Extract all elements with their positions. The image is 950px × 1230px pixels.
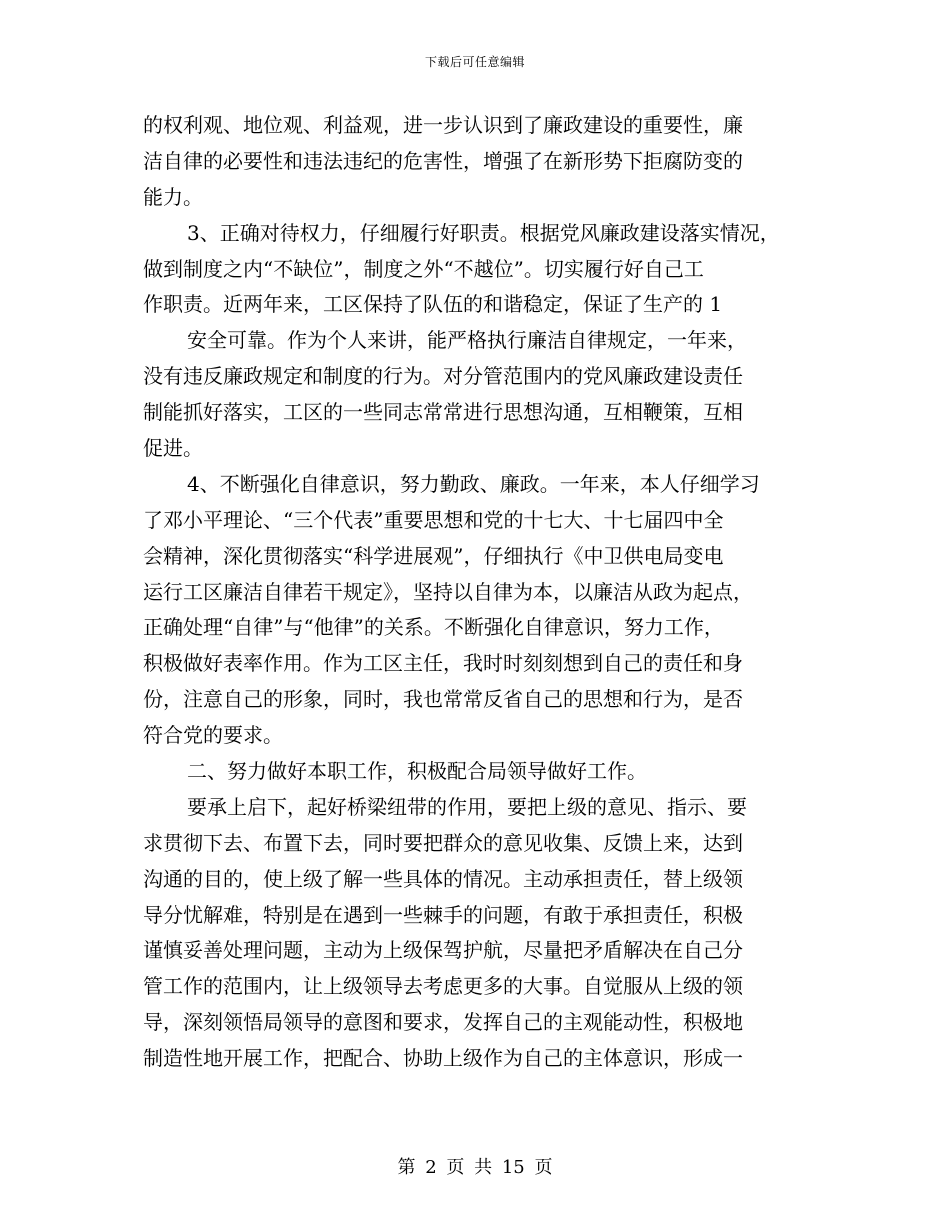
text-line: 沟通的目的，使上级了解一些具体的情况。主动承担责任，替上级领: [143, 866, 743, 891]
body-text: [143, 108, 798, 1077]
text-line: 运行工区廉洁自律若干规定》，坚持以自律为本，以廉洁从政为起点，: [143, 579, 753, 604]
text-line: 做到制度之内“不缺位”，制度之外“不越位”。切实履行好自己工: [143, 256, 704, 281]
text-line: 安全可靠。作为个人来讲，能严格执行廉洁自律规定，一年来，: [187, 328, 747, 353]
text-line: 求贯彻下去、布置下去，同时要把群众的意见收集、反馈上来，达到: [143, 830, 743, 855]
text-line: 没有违反廉政规定和制度的行为。对分管范围内的党风廉政建设责任: [143, 364, 743, 389]
text-line: 的权利观、地位观、利益观，进一步认识到了廉政建设的重要性，廉: [143, 113, 743, 137]
text-line: 作职责。近两年来，工区保持了队伍的和谐稳定，保证了生产的 1: [143, 292, 723, 317]
text-line: 积极做好表率作用。作为工区主任，我时时刻刻想到自己的责任和身: [143, 651, 743, 676]
text-line: 管工作的范围内，让上级领导去考虑更多的大事。自觉服从上级的领: [143, 974, 743, 999]
text-line: 符合党的要求。: [143, 723, 283, 748]
text-line: 会精神，深化贯彻落实“科学进展观”，仔细执行《中卫供电局变电: [143, 543, 724, 568]
text-line: 要承上启下，起好桥梁纽带的作用，要把上级的意见、指示、要: [187, 794, 747, 819]
text-line: 正确处理“自律”与“他律”的关系。不断强化自律意识，努力工作，: [143, 615, 724, 640]
text-line: 导，深刻领悟局领导的意图和要求，发挥自己的主观能动性，积极地: [143, 1010, 743, 1035]
text-line: 制能抓好落实，工区的一些同志常常进行思想沟通，互相鞭策，互相: [143, 400, 743, 425]
text-line: 促进。: [143, 436, 203, 461]
text-line: 制造性地开展工作，把配合、协助上级作为自己的主体意识，形成一: [143, 1046, 743, 1071]
text-line: 3、正确对待权力，仔细履行好职责。根据党风廉政建设落实情况，: [187, 220, 780, 245]
text-line: 份，注意自己的形象，同时，我也常常反省自己的思想和行为，是否: [143, 687, 743, 712]
text-line: 能力。: [143, 184, 203, 209]
text-line: 了邓小平理论、“三个代表”重要思想和党的十七大、十七届四中全: [143, 507, 724, 532]
text-line: 二、努力做好本职工作，积极配合局领导做好工作。: [187, 759, 647, 784]
text-line: 谨慎妥善处理问题，主动为上级保驾护航，尽量把矛盾解决在自己分: [143, 938, 743, 963]
text-line: 4、不断强化自律意识，努力勤政、廉政。一年来，本人仔细学习: [187, 471, 760, 496]
text-line: 洁自律的必要性和违法违纪的危害性，增强了在新形势下拒腐防变的: [143, 148, 743, 173]
page-number: 第 2 页 共 15 页: [397, 1157, 553, 1178]
header-note: 下载后可任意编辑: [424, 55, 525, 69]
text-line: 导分忧解难，特别是在遇到一些棘手的问题，有敢于承担责任，积极: [143, 902, 743, 927]
